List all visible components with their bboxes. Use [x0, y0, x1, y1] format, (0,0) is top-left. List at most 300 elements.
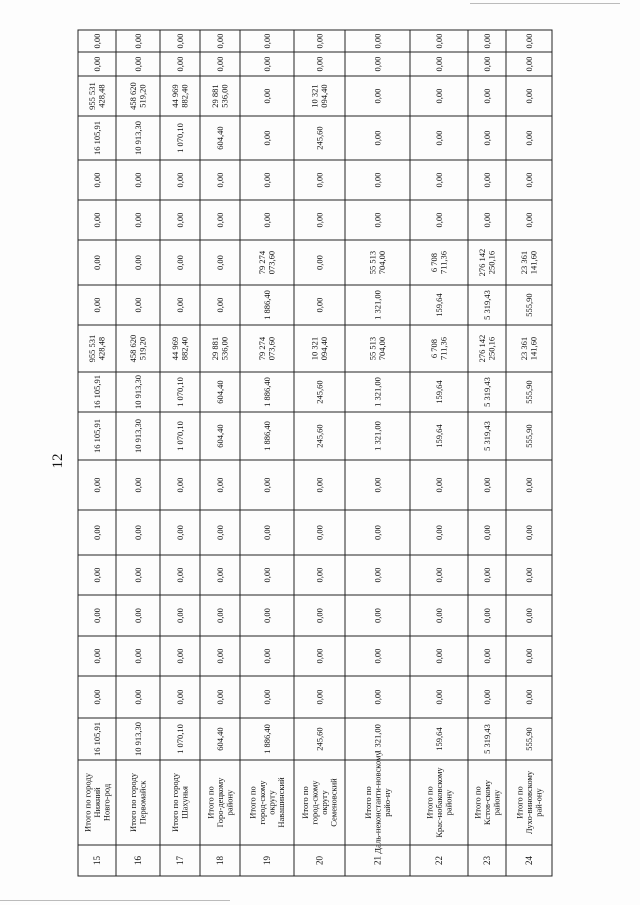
svg-text:0,00: 0,00 [91, 172, 102, 188]
svg-text:0,00: 0,00 [174, 297, 185, 313]
table-cell [215, 525, 225, 540]
svg-text:21: 21 [372, 856, 383, 865]
table-cell [175, 649, 185, 664]
table-cell [314, 57, 324, 72]
svg-text:0,00: 0,00 [214, 212, 225, 228]
svg-text:0,00: 0,00 [481, 88, 492, 104]
table-cell [482, 377, 492, 407]
table-cell [170, 84, 190, 107]
table-cell [92, 525, 102, 540]
svg-text:0,00: 0,00 [132, 567, 143, 583]
table-cell [477, 335, 497, 363]
table-cell [175, 690, 185, 705]
row-number [373, 856, 383, 865]
svg-text:1 321,00: 1 321,00 [372, 290, 383, 320]
svg-text:0,00: 0,00 [174, 648, 185, 664]
svg-text:0,00: 0,00 [261, 56, 272, 72]
table-cell [262, 608, 272, 623]
table-cell [215, 213, 225, 228]
svg-text:0,00: 0,00 [261, 567, 272, 583]
table-cell [372, 377, 382, 407]
table-cell [524, 380, 534, 403]
svg-text:0,00: 0,00 [91, 212, 102, 228]
svg-text:0,00: 0,00 [132, 608, 143, 623]
svg-text:10 913,30: 10 913,30 [132, 121, 143, 155]
table-cell [524, 478, 534, 493]
svg-text:16 105,91: 16 105,91 [91, 419, 102, 453]
svg-text:604,40: 604,40 [214, 424, 225, 448]
svg-text:604,40: 604,40 [214, 727, 225, 751]
table-cell [372, 290, 382, 320]
svg-text:0,00: 0,00 [314, 56, 325, 72]
svg-text:0,00: 0,00 [314, 212, 325, 228]
row-number [92, 856, 102, 866]
svg-text:0,00: 0,00 [372, 477, 383, 493]
svg-text:44 969882,40: 44 969882,40 [170, 336, 190, 361]
svg-text:0,00: 0,00 [433, 212, 444, 228]
table-cell [92, 568, 102, 583]
table-cell [310, 337, 330, 360]
table-cell [175, 568, 185, 583]
table-cell [372, 649, 382, 664]
svg-text:0,00: 0,00 [261, 689, 272, 705]
svg-text:0,00: 0,00 [433, 33, 444, 49]
svg-text:0,00: 0,00 [261, 477, 272, 493]
svg-text:0,00: 0,00 [372, 608, 383, 623]
table-cell [133, 213, 143, 228]
table-cell [262, 690, 272, 705]
table-cell [92, 255, 102, 270]
table-cell [482, 34, 492, 49]
svg-text:0,00: 0,00 [261, 525, 272, 540]
svg-text:Итого погород-скомуокругуСемен: Итого погород-скомуокругуСеменовский [300, 778, 339, 827]
svg-text:276 142250,16: 276 142250,16 [477, 248, 497, 277]
svg-text:0,00: 0,00 [314, 33, 325, 49]
svg-text:55 513704,00: 55 513704,00 [367, 336, 388, 361]
table-cell [524, 57, 534, 72]
svg-text:0,00: 0,00 [372, 56, 383, 72]
svg-text:0,00: 0,00 [214, 56, 225, 72]
table-cell [133, 57, 143, 72]
table-cell [314, 34, 324, 49]
table-cell [215, 173, 225, 188]
table-cell [372, 34, 382, 49]
svg-text:0,00: 0,00 [214, 255, 225, 270]
table-cell [262, 57, 272, 72]
svg-text:0,00: 0,00 [91, 297, 102, 313]
table-cell [215, 727, 225, 750]
table-cell [92, 213, 102, 228]
table-cell [524, 649, 534, 664]
table-cell [482, 690, 492, 705]
svg-text:0,00: 0,00 [132, 212, 143, 228]
row-name [82, 772, 111, 832]
svg-text:23 361141,60: 23 361141,60 [519, 250, 539, 275]
svg-text:0,00: 0,00 [91, 33, 102, 49]
svg-text:Итого по городуПервомайск: Итого по городуПервомайск [128, 773, 148, 832]
table-cell [175, 478, 185, 493]
table-cell [314, 608, 324, 623]
svg-text:0,00: 0,00 [174, 33, 185, 49]
svg-text:1 070,10: 1 070,10 [174, 421, 185, 451]
table-cell [482, 89, 492, 104]
row-number [524, 856, 534, 866]
table-cell [215, 57, 225, 72]
table-cell [482, 525, 492, 540]
table-cell [434, 89, 444, 104]
table-cell [372, 690, 382, 705]
table-cell [133, 478, 143, 493]
table-cell [314, 213, 324, 228]
svg-text:604,40: 604,40 [214, 380, 225, 404]
table-cell [175, 525, 185, 540]
svg-text:1 070,10: 1 070,10 [174, 377, 185, 407]
table-cell [372, 173, 382, 188]
table-cell [215, 380, 225, 403]
svg-text:Итого поДаль-неконстанти-новск: Итого поДаль-неконстанти-новскомурайо-ну [362, 751, 392, 854]
svg-text:555,90: 555,90 [523, 727, 534, 751]
svg-text:0,00: 0,00 [523, 33, 534, 49]
svg-text:0,00: 0,00 [261, 212, 272, 228]
svg-text:0,00: 0,00 [132, 525, 143, 540]
row-number [175, 856, 185, 866]
svg-text:0,00: 0,00 [132, 297, 143, 313]
svg-text:0,00: 0,00 [214, 567, 225, 583]
svg-text:0,00: 0,00 [261, 33, 272, 49]
table-cell [92, 478, 102, 493]
svg-text:0,00: 0,00 [481, 525, 492, 540]
svg-text:0,00: 0,00 [174, 608, 185, 623]
table-cell [310, 84, 330, 107]
svg-text:0,00: 0,00 [523, 567, 534, 583]
svg-text:16 105,91: 16 105,91 [91, 121, 102, 155]
row-name [300, 778, 339, 827]
table-cell [314, 568, 324, 583]
table-cell [215, 298, 225, 313]
svg-text:0,00: 0,00 [91, 525, 102, 540]
table-cell [482, 131, 492, 146]
table-cell [133, 375, 143, 409]
svg-text:0,00: 0,00 [481, 56, 492, 72]
table-cell [314, 690, 324, 705]
table-cell [262, 173, 272, 188]
svg-text:0,00: 0,00 [481, 477, 492, 493]
table-cell [524, 173, 534, 188]
svg-text:10 913,30: 10 913,30 [132, 375, 143, 409]
table-cell [175, 608, 185, 623]
table-cell [482, 290, 492, 320]
table-cell [92, 419, 102, 453]
table-cell [434, 568, 444, 583]
row-name [363, 751, 392, 854]
svg-text:0,00: 0,00 [132, 255, 143, 270]
svg-text:245,60: 245,60 [314, 380, 325, 404]
row-name [170, 772, 190, 832]
svg-text:20: 20 [314, 856, 325, 865]
svg-text:16: 16 [133, 856, 144, 865]
row-number [434, 856, 444, 865]
svg-text:23 361141,60: 23 361141,60 [519, 336, 539, 361]
svg-text:0,00: 0,00 [433, 130, 444, 146]
table-cell [133, 34, 143, 49]
table-cell [429, 337, 449, 360]
table-cell [482, 478, 492, 493]
table-cell [372, 89, 382, 104]
row-name [205, 777, 234, 828]
table-cell [133, 255, 143, 270]
svg-text:24: 24 [524, 856, 535, 865]
table-cell [92, 121, 102, 155]
table-cell [128, 335, 148, 363]
svg-text:0,00: 0,00 [523, 172, 534, 188]
svg-text:0,00: 0,00 [481, 567, 492, 583]
svg-text:16 105,91: 16 105,91 [91, 375, 102, 409]
svg-text:23: 23 [482, 856, 493, 865]
table-cell [175, 255, 185, 270]
svg-text:0,00: 0,00 [174, 689, 185, 705]
table-cell [314, 478, 324, 493]
table-cell [434, 649, 444, 664]
svg-text:0,00: 0,00 [523, 608, 534, 623]
table-cell [175, 34, 185, 49]
svg-text:10 913,30: 10 913,30 [132, 419, 143, 453]
svg-text:0,00: 0,00 [433, 648, 444, 664]
svg-text:44 969882,40: 44 969882,40 [170, 84, 190, 108]
page-number: 12 [50, 453, 66, 469]
table-cell [434, 213, 444, 228]
table-cell [215, 478, 225, 493]
table-cell [133, 722, 143, 756]
svg-text:Итого поКстов-скомурайону: Итого поКстов-скомурайону [472, 779, 502, 826]
svg-text:0,00: 0,00 [261, 172, 272, 188]
svg-text:22: 22 [434, 856, 445, 865]
svg-text:0,00: 0,00 [261, 648, 272, 664]
svg-text:0,00: 0,00 [372, 525, 383, 540]
svg-text:159,64: 159,64 [433, 727, 444, 751]
table-cell [210, 84, 230, 107]
table-cell [175, 123, 185, 153]
svg-text:0,00: 0,00 [372, 689, 383, 705]
svg-text:0,00: 0,00 [214, 689, 225, 705]
table-cell [175, 173, 185, 188]
table-cell [434, 525, 444, 540]
svg-text:0,00: 0,00 [214, 648, 225, 664]
svg-text:0,00: 0,00 [314, 297, 325, 313]
table-cell [372, 131, 382, 146]
svg-text:0,00: 0,00 [523, 88, 534, 104]
table-cell [262, 213, 272, 228]
table-cell [262, 89, 272, 104]
svg-text:0,00: 0,00 [481, 172, 492, 188]
svg-text:604,40: 604,40 [214, 126, 225, 150]
svg-text:0,00: 0,00 [314, 477, 325, 493]
table-cell [92, 375, 102, 409]
table-cell [262, 568, 272, 583]
svg-text:0,00: 0,00 [433, 56, 444, 72]
table-cell [429, 251, 449, 274]
table-cell [524, 568, 534, 583]
svg-text:0,00: 0,00 [523, 525, 534, 540]
table-cell [215, 424, 225, 447]
svg-text:0,00: 0,00 [372, 212, 383, 228]
table-cell [262, 131, 272, 146]
table-cell [133, 608, 143, 623]
svg-text:0,00: 0,00 [314, 648, 325, 664]
table-cell [372, 421, 382, 451]
svg-text:0,00: 0,00 [523, 689, 534, 705]
svg-text:0,00: 0,00 [372, 648, 383, 664]
svg-text:0,00: 0,00 [523, 212, 534, 228]
table-cell [434, 173, 444, 188]
table-cell [314, 424, 324, 447]
table-cell [92, 57, 102, 72]
table-cell [92, 173, 102, 188]
row-name [514, 770, 543, 834]
svg-text:0,00: 0,00 [214, 477, 225, 493]
table-cell [175, 57, 185, 72]
table-cell [215, 608, 225, 623]
svg-text:1 886,40: 1 886,40 [261, 290, 272, 320]
svg-text:0,00: 0,00 [523, 477, 534, 493]
svg-text:0,00: 0,00 [523, 56, 534, 72]
svg-text:0,00: 0,00 [433, 88, 444, 104]
svg-text:0,00: 0,00 [214, 172, 225, 188]
table-cell [477, 249, 497, 277]
table-cell [175, 377, 185, 407]
svg-text:0,00: 0,00 [174, 477, 185, 493]
table-cell [262, 34, 272, 49]
table-cell [314, 173, 324, 188]
svg-text:79 274073,60: 79 274073,60 [257, 250, 277, 275]
svg-text:16 105,91: 16 105,91 [91, 722, 102, 756]
svg-text:29 881536,00: 29 881536,00 [210, 84, 230, 108]
table-cell [482, 173, 492, 188]
table-cell [92, 722, 102, 756]
table-cell [524, 89, 534, 104]
svg-text:15: 15 [92, 856, 103, 865]
svg-text:159,64: 159,64 [433, 424, 444, 448]
svg-text:0,00: 0,00 [91, 648, 102, 664]
svg-text:0,00: 0,00 [132, 477, 143, 493]
table-cell [210, 337, 230, 360]
svg-text:0,00: 0,00 [314, 567, 325, 583]
table-cell [482, 608, 492, 623]
svg-text:0,00: 0,00 [314, 172, 325, 188]
row-number [215, 856, 225, 866]
svg-text:0,00: 0,00 [91, 608, 102, 623]
svg-text:0,00: 0,00 [372, 33, 383, 49]
table-cell [215, 255, 225, 270]
table-cell [524, 690, 534, 705]
svg-text:159,64: 159,64 [433, 293, 444, 317]
table-cell [434, 34, 444, 49]
row-number [315, 856, 325, 866]
table-cell [262, 290, 272, 320]
table-cell [257, 250, 277, 274]
svg-text:0,00: 0,00 [314, 525, 325, 540]
table-cell [519, 251, 539, 274]
table-cell [175, 421, 185, 451]
table-cell [524, 608, 534, 623]
svg-text:0,00: 0,00 [132, 689, 143, 705]
row-name [424, 767, 453, 838]
svg-text:6 708711,36: 6 708711,36 [429, 250, 449, 275]
table-cell [372, 608, 382, 623]
row-number [133, 856, 143, 866]
svg-text:1 321,00: 1 321,00 [372, 421, 383, 451]
svg-text:5 319,43: 5 319,43 [481, 724, 492, 754]
table-cell [524, 424, 534, 447]
table-cell [372, 525, 382, 540]
svg-text:1 321,00: 1 321,00 [372, 377, 383, 407]
svg-text:0,00: 0,00 [174, 56, 185, 72]
svg-text:0,00: 0,00 [261, 88, 272, 104]
svg-text:0,00: 0,00 [372, 88, 383, 104]
svg-text:0,00: 0,00 [481, 648, 492, 664]
table-cell [92, 608, 102, 623]
table-cell [262, 724, 272, 754]
table-cell [482, 421, 492, 451]
svg-text:Итого по городуНижнийНовго-род: Итого по городуНижнийНовго-род [82, 773, 112, 832]
svg-text:0,00: 0,00 [481, 689, 492, 705]
table-cell [314, 649, 324, 664]
table-cell [372, 724, 382, 754]
table-cell [92, 649, 102, 664]
svg-text:10 321094,40: 10 321094,40 [309, 336, 330, 361]
svg-text:0,00: 0,00 [214, 33, 225, 49]
table-cell [434, 478, 444, 493]
svg-text:0,00: 0,00 [481, 608, 492, 623]
table-cell [482, 568, 492, 583]
svg-text:245,60: 245,60 [314, 126, 325, 150]
svg-text:276 142250,16: 276 142250,16 [477, 334, 497, 363]
table-cell [524, 293, 534, 316]
svg-text:10 321094,40: 10 321094,40 [309, 84, 330, 108]
table-cell [262, 377, 272, 407]
table-cell [170, 337, 190, 360]
table-cell [175, 724, 185, 754]
row-name [472, 779, 501, 825]
table-cell [262, 525, 272, 540]
table-cell [262, 478, 272, 493]
svg-text:0,00: 0,00 [481, 130, 492, 146]
svg-text:79 274073,60: 79 274073,60 [257, 336, 277, 361]
svg-text:0,00: 0,00 [174, 525, 185, 540]
svg-text:0,00: 0,00 [174, 172, 185, 188]
svg-text:245,60: 245,60 [314, 727, 325, 751]
svg-text:5 319,43: 5 319,43 [481, 290, 492, 320]
svg-text:1 886,40: 1 886,40 [261, 421, 272, 451]
table-cell [128, 82, 148, 110]
svg-text:0,00: 0,00 [433, 567, 444, 583]
svg-text:Итого по городуШахунья: Итого по городуШахунья [170, 773, 190, 832]
svg-text:Итого поКрас-нобаковскомурайон: Итого поКрас-нобаковскомурайону [424, 767, 454, 838]
table-cell [482, 57, 492, 72]
table-cell [372, 568, 382, 583]
svg-text:0,00: 0,00 [174, 255, 185, 270]
svg-text:5 319,43: 5 319,43 [481, 421, 492, 451]
table-cell [372, 57, 382, 72]
svg-text:0,00: 0,00 [372, 567, 383, 583]
svg-text:0,00: 0,00 [433, 689, 444, 705]
svg-text:0,00: 0,00 [433, 608, 444, 623]
svg-text:0,00: 0,00 [214, 297, 225, 313]
svg-text:0,00: 0,00 [314, 689, 325, 705]
table-cell [524, 525, 534, 540]
svg-text:245,60: 245,60 [314, 424, 325, 448]
table-cell [87, 82, 107, 110]
svg-text:6 708711,36: 6 708711,36 [429, 336, 449, 361]
